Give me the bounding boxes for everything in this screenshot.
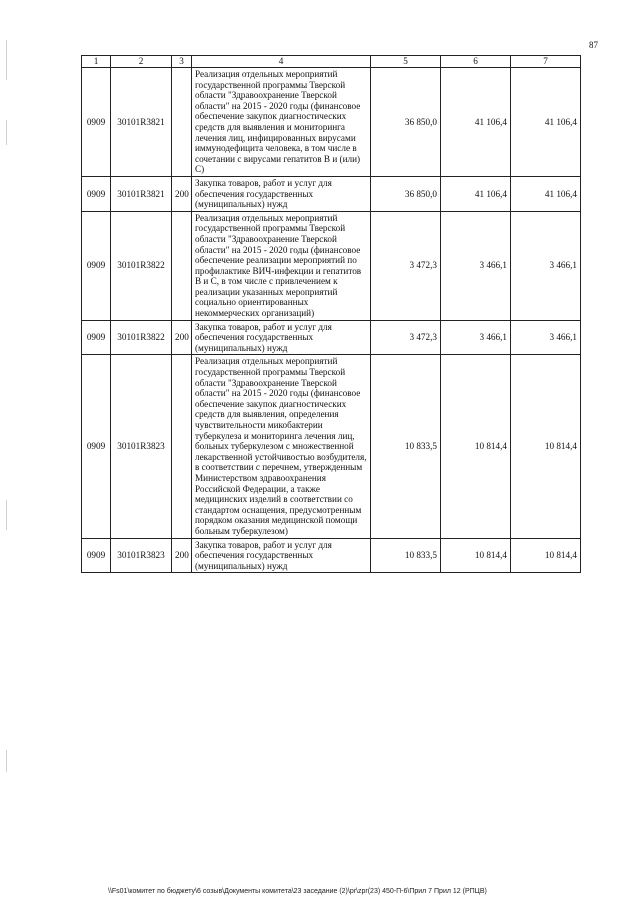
amount-col5: 10 833,5 — [371, 538, 441, 573]
target-article-code: 30101R3823 — [111, 538, 172, 573]
table-row — [82, 355, 581, 538]
table-row — [82, 68, 581, 177]
item-description: Реализация отдельных мероприятий государственной программы Тверской области "Здравоохранение Тверской области" на 2015 - 2020 годы (финансовое обеспечение закупок диагностических средств для выявления, определения чувствительности микобактерии туберкулеза и мониторинга лечения лиц, больных туберкулезом с множественной лекарственной устойчивостью возбудителя, в соответствии с перечнем, утвержденным Министерством здравоохранения Российской Федерации, а также медицинских изделий в соответствии со стандартом оснащения, предусмотренным порядком оказания медицинской помощи больным туберкулезом) — [192, 355, 371, 538]
section-code: 0909 — [82, 68, 111, 177]
scan-margin-mark — [6, 40, 7, 80]
target-article-code: 30101R3822 — [111, 211, 172, 320]
item-description: Реализация отдельных мероприятий государственной программы Тверской области "Здравоохранение Тверской области" на 2015 - 2020 годы (финансовое обеспечение закупок диагностических средств для выявления и мониторинга лечения лиц, инфицированных вирусами иммунодефицита человека, в том числе в сочетании с вирусами гепатитов В и (или) С) — [192, 68, 371, 177]
item-description: Закупка товаров, работ и услуг для обеспечения государственных (муниципальных) нужд — [192, 320, 371, 355]
amount-col6: 41 106,4 — [441, 68, 511, 177]
amount-col6: 10 814,4 — [441, 355, 511, 538]
scan-margin-mark — [6, 500, 7, 530]
expense-type-code: 200 — [172, 538, 192, 573]
target-article-code: 30101R3821 — [111, 176, 172, 211]
column-header: 6 — [441, 56, 511, 68]
amount-col6: 10 814,4 — [441, 538, 511, 573]
file-path-footer: \\Fs01\комитет по бюджету\6 созыв\Документы комитета\23 заседание (2)\pr\zpr(23) 450-П-6\Прил 7 Прил 12 (РПЦВ) — [108, 888, 487, 895]
target-article-code: 30101R3822 — [111, 320, 172, 355]
scan-margin-mark — [6, 120, 7, 145]
table-row — [82, 211, 581, 320]
table-row — [82, 176, 581, 211]
amount-col6: 3 466,1 — [441, 320, 511, 355]
table-row — [82, 538, 581, 573]
budget-table — [81, 55, 581, 573]
amount-col5: 36 850,0 — [371, 68, 441, 177]
column-header: 3 — [172, 56, 192, 68]
column-header: 7 — [511, 56, 581, 68]
amount-col7: 3 466,1 — [511, 211, 581, 320]
column-header: 1 — [82, 56, 111, 68]
table-row — [82, 320, 581, 355]
amount-col7: 41 106,4 — [511, 176, 581, 211]
expense-type-code — [172, 68, 192, 177]
amount-col6: 41 106,4 — [441, 176, 511, 211]
column-header: 5 — [371, 56, 441, 68]
amount-col5: 3 472,3 — [371, 320, 441, 355]
expense-type-code — [172, 211, 192, 320]
expense-type-code: 200 — [172, 320, 192, 355]
amount-col6: 3 466,1 — [441, 211, 511, 320]
section-code: 0909 — [82, 355, 111, 538]
amount-col7: 41 106,4 — [511, 68, 581, 177]
amount-col5: 36 850,0 — [371, 176, 441, 211]
page-number: 87 — [589, 40, 598, 50]
amount-col7: 10 814,4 — [511, 538, 581, 573]
section-code: 0909 — [82, 211, 111, 320]
amount-col7: 10 814,4 — [511, 355, 581, 538]
amount-col7: 3 466,1 — [511, 320, 581, 355]
table-header-row — [82, 56, 581, 68]
item-description: Реализация отдельных мероприятий государственной программы Тверской области "Здравоохранение Тверской области" на 2015 - 2020 годы (финансовое обеспечение реализации мероприятий по профилактике ВИЧ-инфекции и гепатитов В и С, в том числе с привлечением к реализации указанных мероприятий социально ориентированных некоммерческих организаций) — [192, 211, 371, 320]
expense-type-code: 200 — [172, 176, 192, 211]
column-header: 2 — [111, 56, 172, 68]
item-description: Закупка товаров, работ и услуг для обеспечения государственных (муниципальных) нужд — [192, 538, 371, 573]
scan-margin-mark — [6, 750, 7, 772]
section-code: 0909 — [82, 320, 111, 355]
amount-col5: 3 472,3 — [371, 211, 441, 320]
section-code: 0909 — [82, 176, 111, 211]
section-code: 0909 — [82, 538, 111, 573]
target-article-code: 30101R3823 — [111, 355, 172, 538]
expense-type-code — [172, 355, 192, 538]
target-article-code: 30101R3821 — [111, 68, 172, 177]
item-description: Закупка товаров, работ и услуг для обеспечения государственных (муниципальных) нужд — [192, 176, 371, 211]
amount-col5: 10 833,5 — [371, 355, 441, 538]
column-header: 4 — [192, 56, 371, 68]
